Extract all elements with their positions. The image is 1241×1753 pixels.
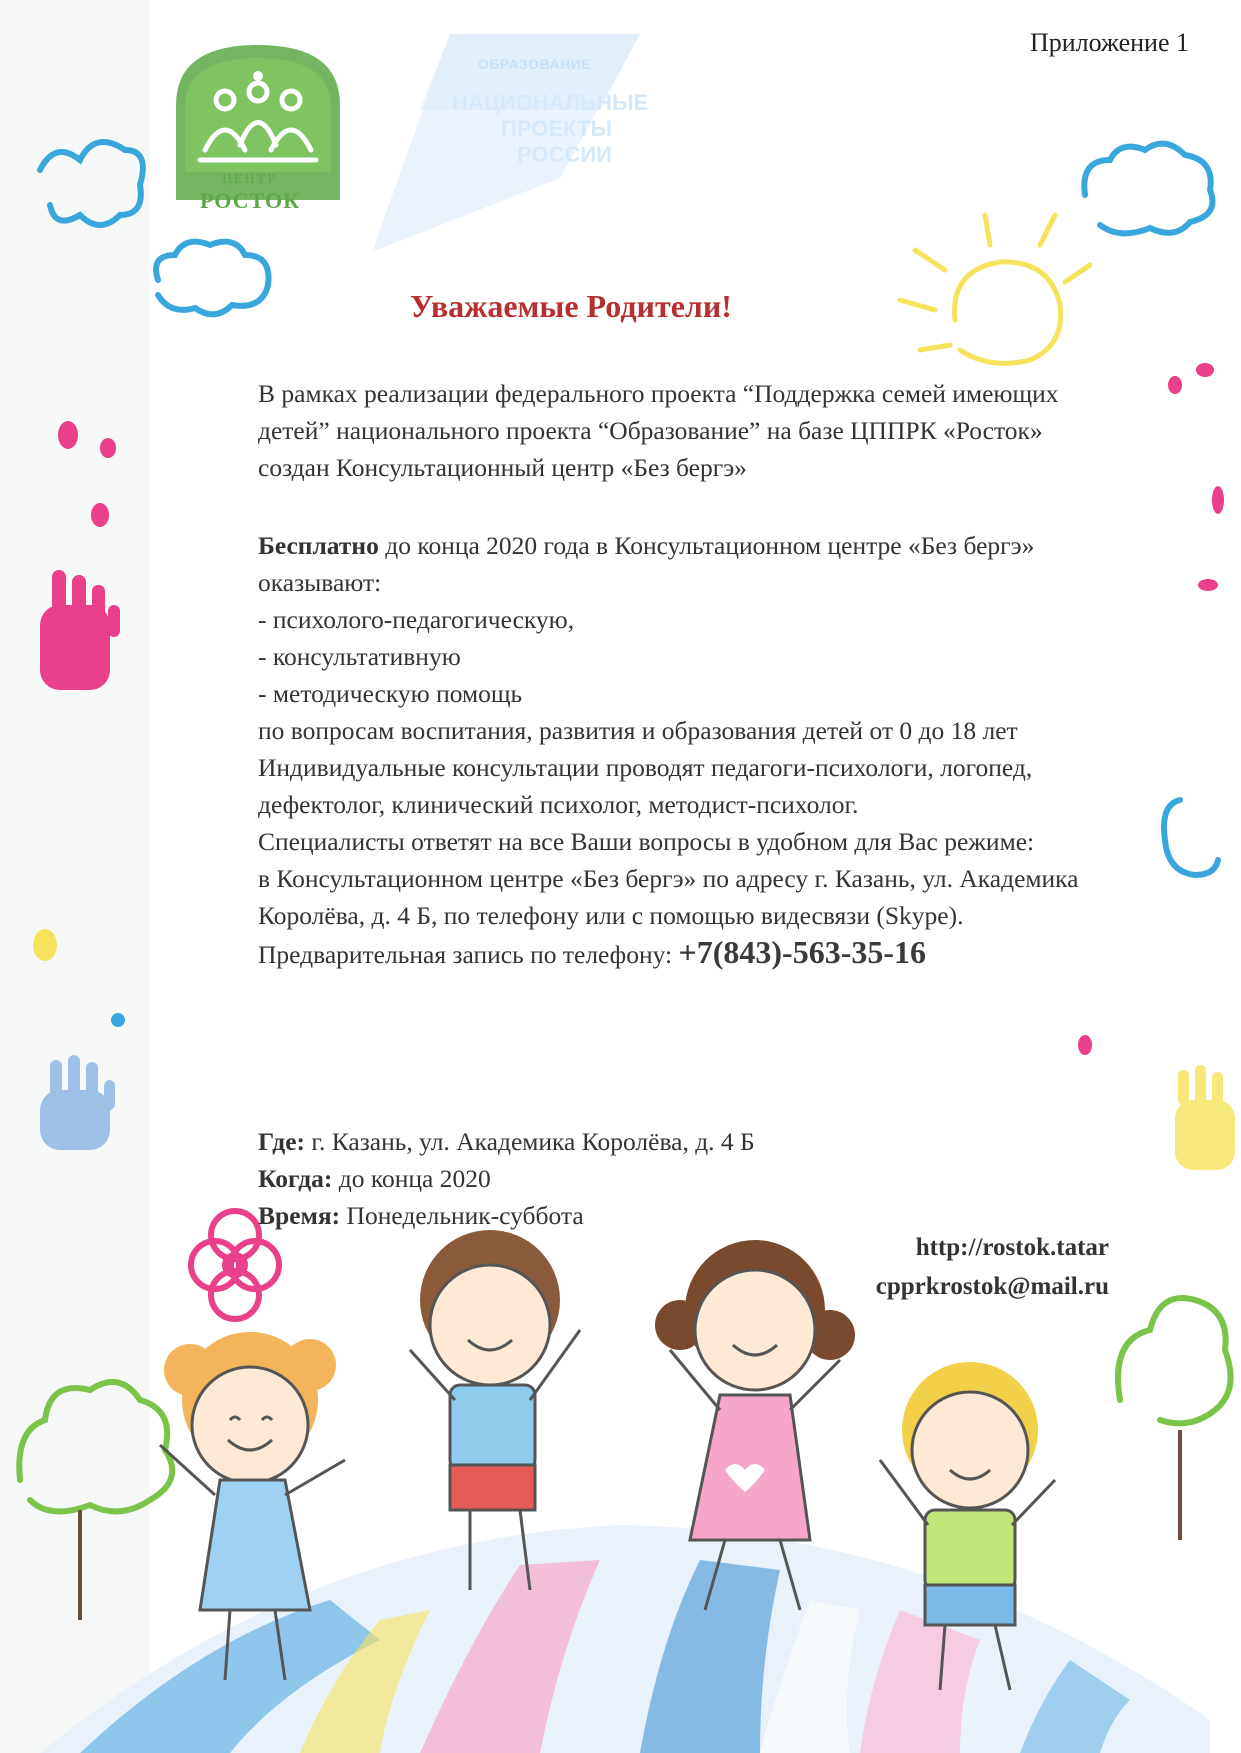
- service-item: - методическую помощь: [258, 679, 523, 708]
- sun-icon: [900, 215, 1090, 363]
- services-section: [258, 527, 1108, 973]
- time-value: Понедельник-суббота: [340, 1201, 584, 1230]
- when-line: [258, 1160, 755, 1197]
- email-link[interactable]: cpprkrostok@mail.ru: [875, 1273, 1109, 1300]
- national-projects-line-3: РОССИИ: [517, 142, 612, 167]
- service-item: - консультативную: [258, 642, 461, 671]
- national-projects-line-2: ПРОЕКТЫ: [501, 116, 612, 141]
- services-topics: по вопросам воспитания, развития и образования детей от 0 до 18 лет: [258, 716, 1018, 745]
- rostok-logo-center-text: ЦЕНТР: [222, 172, 278, 187]
- time-line: [258, 1197, 755, 1234]
- service-item: - психолого-педагогическую,: [258, 605, 575, 634]
- when-label: Когда:: [258, 1164, 333, 1193]
- website-link[interactable]: http://rostok.tatar: [915, 1234, 1109, 1261]
- yellow-handprint: [1175, 1065, 1235, 1170]
- services-lead-bold: Бесплатно: [258, 531, 379, 560]
- when-value: до конца 2020: [332, 1164, 491, 1193]
- national-projects-top-text: ОБРАЗОВАНИЕ: [478, 56, 592, 72]
- time-label: Время:: [258, 1201, 341, 1230]
- where-value: г. Казань, ул. Академика Королёва, д. 4 Б: [305, 1127, 755, 1156]
- booking-label: Предварительная запись по телефону:: [258, 940, 679, 969]
- intro-paragraph: В рамках реализации федерального проекта “Поддержка семей имеющих детей” национального проекта “Образование” на базе ЦППРК «Росток» создан Консультационный центр «Без бергэ»: [258, 379, 1059, 482]
- services-answers: Специалисты ответят на все Ваши вопросы в удобном для Вас режиме:: [258, 827, 1035, 856]
- booking-line: [258, 934, 1108, 973]
- page-title: Уважаемые Родители!: [410, 288, 732, 324]
- services-lead-rest: до конца 2020 года в Консультационном центре «Без бергэ» оказывают:: [258, 531, 1035, 597]
- appendix-label: Приложение 1: [1029, 28, 1189, 57]
- rostok-logo-name: РОСТОК: [200, 188, 301, 213]
- services-channels: в Консультационном центре «Без бергэ» по адресу г. Казань, ул. Академика Королёва, д. 4 Б, по телефону или с помощью видесвязи (Skype).: [258, 864, 1079, 930]
- details-section: [258, 1123, 755, 1234]
- services-specialists: Индивидуальные консультации проводят педагоги-психологи, логопед, дефектолог, клинический психолог, методист-психолог.: [258, 753, 1033, 819]
- national-projects-line-1: НАЦИОНАЛЬНЫЕ: [452, 90, 649, 115]
- services-lead: [258, 527, 1108, 601]
- phone-number: +7(843)-563-35-16: [678, 934, 926, 970]
- where-line: [258, 1123, 755, 1160]
- where-label: Где:: [258, 1127, 306, 1156]
- contacts: [876, 1228, 1109, 1306]
